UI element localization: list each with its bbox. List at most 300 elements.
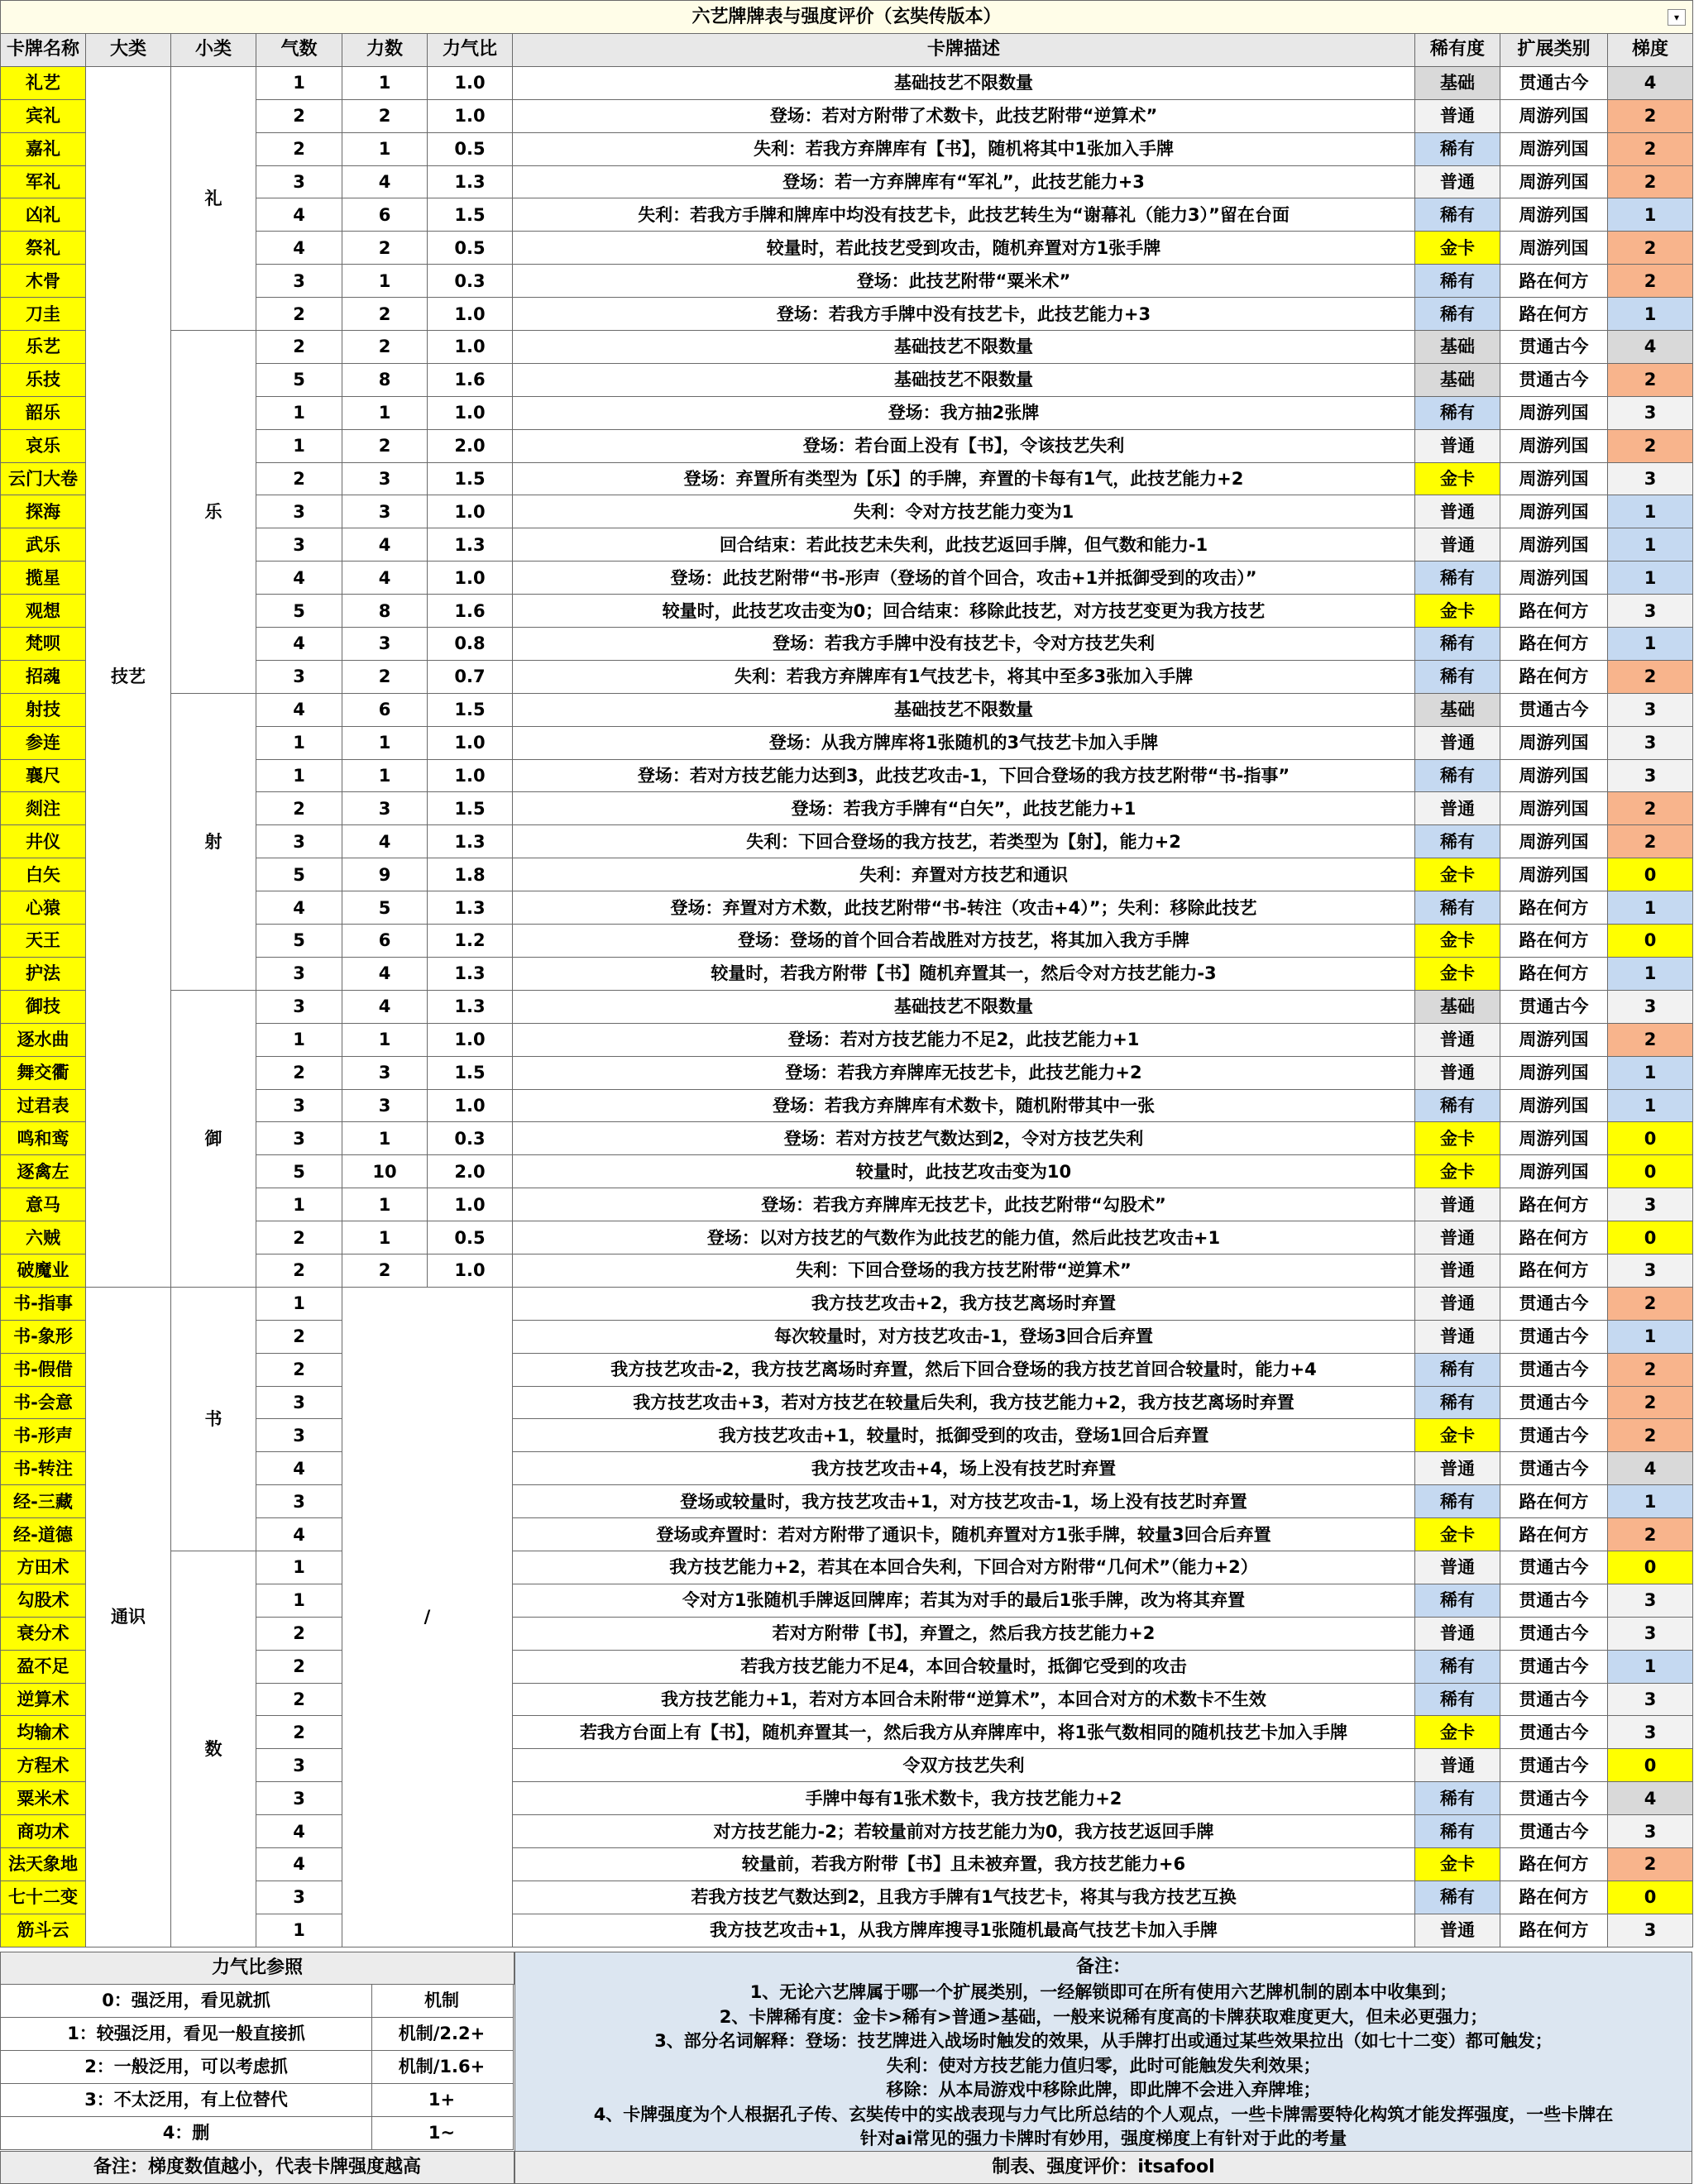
table-row: [1, 693, 1693, 726]
col-ratio: 力气比: [428, 34, 513, 67]
li-value: 1: [342, 1188, 428, 1221]
ratio-value: 1.0: [428, 396, 513, 429]
ratio-value: 1.0: [428, 1188, 513, 1221]
rarity: 普通: [1415, 1056, 1500, 1089]
qi-value: 4: [256, 1452, 342, 1485]
card-name: 书-转注: [1, 1452, 86, 1485]
ratio-value: 1.3: [428, 528, 513, 562]
expansion: 路在何方: [1500, 925, 1608, 958]
ratio-reference-title: 力气比参照: [0, 1952, 514, 1985]
rarity: 基础: [1415, 331, 1500, 364]
qi-value: 3: [256, 1749, 342, 1782]
card-description: 我方技艺攻击+2，我方技艺离场时弃置: [513, 1287, 1415, 1320]
rarity: 金卡: [1415, 232, 1500, 265]
maker-credit: 制表、强度评价：itsafool: [514, 2151, 1692, 2184]
expansion: 周游列国: [1500, 726, 1608, 759]
qi-value: 4: [256, 1518, 342, 1551]
tier: 2: [1608, 1386, 1693, 1419]
rarity: 稀有: [1415, 1089, 1500, 1122]
tier: 3: [1608, 759, 1693, 792]
card-name: 御技: [1, 990, 86, 1023]
rarity: 稀有: [1415, 1815, 1500, 1848]
qi-value: 3: [256, 1122, 342, 1155]
qi-value: 2: [256, 1353, 342, 1386]
card-description: 登场：若台面上没有【书】，令该技艺失利: [513, 429, 1415, 462]
qi-value: 3: [256, 165, 342, 198]
qi-value: 2: [256, 1650, 342, 1683]
card-description: 失利：令对方技艺能力变为1: [513, 495, 1415, 528]
tier: 3: [1608, 462, 1693, 495]
card-description: 登场：若一方弃牌库有“军礼”，此技艺能力+3: [513, 165, 1415, 198]
expansion: 周游列国: [1500, 1023, 1608, 1056]
not-applicable: /: [342, 1287, 513, 1947]
qi-value: 3: [256, 495, 342, 528]
card-name: 盈不足: [1, 1650, 86, 1683]
rarity: 稀有: [1415, 1386, 1500, 1419]
ratio-value: 0.8: [428, 628, 513, 661]
card-name: 韶乐: [1, 396, 86, 429]
qi-value: 3: [256, 660, 342, 693]
tier: 1: [1608, 628, 1693, 661]
ratio-value: 2.0: [428, 1155, 513, 1188]
expansion: 路在何方: [1500, 595, 1608, 628]
card-name: 舞交衢: [1, 1056, 86, 1089]
tier: 2: [1608, 232, 1693, 265]
rarity: 稀有: [1415, 891, 1500, 925]
rarity: 基础: [1415, 66, 1500, 99]
card-name: 护法: [1, 957, 86, 990]
card-description: 登场：若我方弃牌库有术数卡，随机附带其中一张: [513, 1089, 1415, 1122]
qi-value: 3: [256, 1089, 342, 1122]
ratio-threshold: 机制: [371, 1985, 514, 2018]
li-value: 10: [342, 1155, 428, 1188]
col-description: 卡牌描述: [513, 34, 1415, 67]
rarity: 普通: [1415, 1749, 1500, 1782]
tier: 2: [1608, 1353, 1693, 1386]
card-description: 手牌中每有1张术数卡，我方技艺能力+2: [513, 1782, 1415, 1815]
ratio-value: 1.8: [428, 858, 513, 891]
card-description: 基础技艺不限数量: [513, 363, 1415, 396]
tier: 2: [1608, 429, 1693, 462]
note-line: 2、卡牌稀有度：金卡>稀有>普通>基础，一般来说稀有度高的卡牌获取难度更大，但未必更强力；: [719, 2006, 1488, 2027]
card-name: 衰分术: [1, 1617, 86, 1650]
qi-value: 3: [256, 990, 342, 1023]
card-description: 若对方附带【书】，弃置之，然后我方技艺能力+2: [513, 1617, 1415, 1650]
expansion: 周游列国: [1500, 528, 1608, 562]
card-description: 令双方技艺失利: [513, 1749, 1415, 1782]
rarity: 普通: [1415, 1452, 1500, 1485]
ratio-value: 1.0: [428, 1254, 513, 1287]
card-description: 基础技艺不限数量: [513, 331, 1415, 364]
card-description: 若我方台面上有【书】，随机弃置其一，然后我方从弃牌库中，将1张气数相同的随机技艺卡加入手牌: [513, 1716, 1415, 1749]
li-value: 3: [342, 628, 428, 661]
expansion: 贯通古今: [1500, 1749, 1608, 1782]
rarity: 金卡: [1415, 925, 1500, 958]
card-description: 失利：弃置对方技艺和通识: [513, 858, 1415, 891]
rarity: 稀有: [1415, 298, 1500, 331]
qi-value: 3: [256, 1881, 342, 1914]
qi-value: 2: [256, 1221, 342, 1254]
rarity: 金卡: [1415, 462, 1500, 495]
card-description: 较量时，此技艺攻击变为0；回合结束：移除此技艺，对方技艺变更为我方技艺: [513, 595, 1415, 628]
card-name: 襄尺: [1, 759, 86, 792]
rarity: 稀有: [1415, 198, 1500, 232]
tier: 3: [1608, 990, 1693, 1023]
qi-value: 3: [256, 1782, 342, 1815]
tier: 2: [1608, 265, 1693, 298]
qi-value: 5: [256, 1155, 342, 1188]
ratio-reference-row: [0, 1985, 514, 2018]
card-description: 失利：若我方手牌和牌库中均没有技艺卡，此技艺转生为“谢幕礼（能力3）”留在台面: [513, 198, 1415, 232]
rarity: 普通: [1415, 1188, 1500, 1221]
rarity: 稀有: [1415, 396, 1500, 429]
card-name: 剡注: [1, 792, 86, 825]
minor-category: 御: [171, 990, 256, 1287]
li-value: 1: [342, 396, 428, 429]
qi-value: 2: [256, 792, 342, 825]
expansion: 路在何方: [1500, 1518, 1608, 1551]
ratio-value: 0.7: [428, 660, 513, 693]
qi-value: 1: [256, 726, 342, 759]
expansion: 贯通古今: [1500, 990, 1608, 1023]
tier: 4: [1608, 1782, 1693, 1815]
ratio-threshold: 1+: [371, 2084, 514, 2117]
expansion: 贯通古今: [1500, 1683, 1608, 1716]
tier: 0: [1608, 1155, 1693, 1188]
col-rarity: 稀有度: [1415, 34, 1500, 67]
li-value: 8: [342, 363, 428, 396]
li-value: 2: [342, 232, 428, 265]
expansion: 贯通古今: [1500, 1716, 1608, 1749]
table-row: [1, 990, 1693, 1023]
table-row: [1, 66, 1693, 99]
expansion: 贯通古今: [1500, 1584, 1608, 1617]
card-description: 我方技艺能力+2，若其在本回合失利，下回合对方附带“几何术”（能力+2）: [513, 1551, 1415, 1584]
tier: 3: [1608, 693, 1693, 726]
tier: 2: [1608, 1419, 1693, 1452]
card-description: 我方技艺攻击+3，若对方技艺在较量后失利，我方技艺能力+2，我方技艺离场时弃置: [513, 1386, 1415, 1419]
tier: 4: [1608, 331, 1693, 364]
card-description: 较量前，若我方附带【书】且未被弃置，我方技艺能力+6: [513, 1847, 1415, 1881]
expansion: 贯通古今: [1500, 363, 1608, 396]
expansion: 周游列国: [1500, 495, 1608, 528]
ratio-value: 1.0: [428, 1089, 513, 1122]
expansion: 周游列国: [1500, 858, 1608, 891]
card-name: 七十二变: [1, 1881, 86, 1914]
ratio-value: 1.0: [428, 562, 513, 595]
filter-dropdown-icon[interactable]: ▾: [1668, 9, 1686, 26]
li-value: 3: [342, 1089, 428, 1122]
rarity: 金卡: [1415, 1847, 1500, 1881]
rarity: 稀有: [1415, 1683, 1500, 1716]
ratio-tier-desc: 2：一般泛用，可以考虑抓: [0, 2051, 372, 2084]
rarity: 稀有: [1415, 660, 1500, 693]
tier: 0: [1608, 1221, 1693, 1254]
tier: 1: [1608, 1320, 1693, 1353]
expansion: 贯通古今: [1500, 1815, 1608, 1848]
rarity: 金卡: [1415, 1716, 1500, 1749]
expansion: 路在何方: [1500, 1847, 1608, 1881]
rarity: 稀有: [1415, 1881, 1500, 1914]
expansion: 路在何方: [1500, 628, 1608, 661]
expansion: 贯通古今: [1500, 1320, 1608, 1353]
qi-value: 4: [256, 628, 342, 661]
qi-value: 2: [256, 462, 342, 495]
card-name: 心猿: [1, 891, 86, 925]
tier: 2: [1608, 132, 1693, 165]
tier: 1: [1608, 1089, 1693, 1122]
expansion: 周游列国: [1500, 1155, 1608, 1188]
card-description: 登场：若我方弃牌库无技艺卡，此技艺附带“勾股术”: [513, 1188, 1415, 1221]
rarity: 稀有: [1415, 265, 1500, 298]
minor-category: 射: [171, 693, 256, 990]
card-name: 探海: [1, 495, 86, 528]
ratio-reference-row: [0, 2051, 514, 2084]
ratio-value: 0.5: [428, 1221, 513, 1254]
tier: 0: [1608, 1881, 1693, 1914]
card-name: 祭礼: [1, 232, 86, 265]
qi-value: 2: [256, 1320, 342, 1353]
ratio-value: 1.0: [428, 298, 513, 331]
tier: 2: [1608, 1287, 1693, 1320]
li-value: 3: [342, 462, 428, 495]
card-name: 均输术: [1, 1716, 86, 1749]
col-tier: 梯度: [1608, 34, 1693, 67]
card-name: 宾礼: [1, 99, 86, 132]
rarity: 稀有: [1415, 759, 1500, 792]
card-description: 基础技艺不限数量: [513, 66, 1415, 99]
tier: 4: [1608, 66, 1693, 99]
card-description: 登场：弃置所有类型为【乐】的手牌，弃置的卡每有1气，此技艺能力+2: [513, 462, 1415, 495]
tier: 4: [1608, 1452, 1693, 1485]
card-name: 方程术: [1, 1749, 86, 1782]
qi-value: 2: [256, 1617, 342, 1650]
card-name: 乐技: [1, 363, 86, 396]
rarity: 稀有: [1415, 1650, 1500, 1683]
tier: 1: [1608, 298, 1693, 331]
ratio-value: 1.0: [428, 495, 513, 528]
li-value: 4: [342, 528, 428, 562]
rarity: 稀有: [1415, 1485, 1500, 1518]
li-value: 2: [342, 1254, 428, 1287]
tier: 3: [1608, 1815, 1693, 1848]
minor-category: 乐: [171, 331, 256, 694]
ratio-value: 1.0: [428, 66, 513, 99]
expansion: 贯通古今: [1500, 1353, 1608, 1386]
card-description: 我方技艺攻击-2，我方技艺离场时弃置，然后下回合登场的我方技艺首回合较量时，能力+4: [513, 1353, 1415, 1386]
ratio-value: 1.5: [428, 462, 513, 495]
qi-value: 2: [256, 1716, 342, 1749]
expansion: 路在何方: [1500, 957, 1608, 990]
card-name: 井仪: [1, 825, 86, 858]
ratio-value: 1.0: [428, 726, 513, 759]
tier: 2: [1608, 363, 1693, 396]
rarity: 普通: [1415, 1254, 1500, 1287]
li-value: 1: [342, 1023, 428, 1056]
rarity: 普通: [1415, 1320, 1500, 1353]
tier: 0: [1608, 1551, 1693, 1584]
card-description: 较量时，若此技艺受到攻击，随机弃置对方1张手牌: [513, 232, 1415, 265]
expansion: 路在何方: [1500, 265, 1608, 298]
ratio-value: 0.3: [428, 1122, 513, 1155]
qi-value: 3: [256, 1419, 342, 1452]
expansion: 路在何方: [1500, 1254, 1608, 1287]
card-name: 天王: [1, 925, 86, 958]
card-name: 礼艺: [1, 66, 86, 99]
tier: 2: [1608, 792, 1693, 825]
card-name: 六贼: [1, 1221, 86, 1254]
li-value: 4: [342, 825, 428, 858]
li-value: 1: [342, 265, 428, 298]
li-value: 2: [342, 298, 428, 331]
card-description: 登场：若我方手牌中没有技艺卡，令对方技艺失利: [513, 628, 1415, 661]
card-name: 书-假借: [1, 1353, 86, 1386]
card-description: 登场：若我方手牌有“白矢”，此技艺能力+1: [513, 792, 1415, 825]
card-description: 登场或较量时，我方技艺攻击+1，对方技艺攻击-1，场上没有技艺时弃置: [513, 1485, 1415, 1518]
ratio-tier-desc: 1：较强泛用，看见一般直接抓: [0, 2018, 372, 2051]
card-name: 观想: [1, 595, 86, 628]
tier: 1: [1608, 198, 1693, 232]
sheet-title-text: 六艺牌牌表与强度评价（玄奘传版本）: [691, 6, 1002, 27]
qi-value: 1: [256, 396, 342, 429]
qi-value: 1: [256, 1584, 342, 1617]
ratio-value: 0.5: [428, 232, 513, 265]
expansion: 路在何方: [1500, 1881, 1608, 1914]
card-description: 对方技艺能力-2；若较量前对方技艺能力为0，我方技艺返回手牌: [513, 1815, 1415, 1848]
card-description: 若我方技艺能力不足4，本回合较量时，抵御它受到的攻击: [513, 1650, 1415, 1683]
card-description: 登场：若对方附带了术数卡，此技艺附带“逆算术”: [513, 99, 1415, 132]
qi-value: 4: [256, 232, 342, 265]
tier: 3: [1608, 1584, 1693, 1617]
card-description: 失利：若我方弃牌库有【书】，随机将其中1张加入手牌: [513, 132, 1415, 165]
qi-value: 2: [256, 1056, 342, 1089]
card-name: 刀圭: [1, 298, 86, 331]
col-qi: 气数: [256, 34, 342, 67]
ratio-tier-desc: 3：不太泛用，有上位替代: [0, 2084, 372, 2117]
li-value: 4: [342, 562, 428, 595]
tier: 1: [1608, 1650, 1693, 1683]
card-description: 失利：下回合登场的我方技艺，若类型为【射】，能力+2: [513, 825, 1415, 858]
card-description: 登场：我方抽2张牌: [513, 396, 1415, 429]
tier: 1: [1608, 495, 1693, 528]
notes-box: [514, 1952, 1692, 2152]
card-description: 每次较量时，对方技艺攻击-1，登场3回合后弃置: [513, 1320, 1415, 1353]
qi-value: 2: [256, 331, 342, 364]
qi-value: 4: [256, 693, 342, 726]
card-description: 我方技艺攻击+1，较量时，抵御受到的攻击，登场1回合后弃置: [513, 1419, 1415, 1452]
li-value: 6: [342, 198, 428, 232]
li-value: 5: [342, 891, 428, 925]
li-value: 3: [342, 495, 428, 528]
note-line: 移除：从本局游戏中移除此牌，即此牌不会进入弃牌堆；: [886, 2080, 1321, 2100]
note-line: 失利：使对方技艺能力值归零，此时可能触发失利效果；: [886, 2055, 1321, 2076]
card-name: 白矢: [1, 858, 86, 891]
expansion: 周游列国: [1500, 759, 1608, 792]
card-description: 我方技艺攻击+4，场上没有技艺时弃置: [513, 1452, 1415, 1485]
card-description: 失利：下回合登场的我方技艺附带“逆算术”: [513, 1254, 1415, 1287]
col-expansion: 扩展类别: [1500, 34, 1608, 67]
rarity: 金卡: [1415, 595, 1500, 628]
minor-category: 数: [171, 1551, 256, 1947]
footer: [0, 1952, 1692, 2184]
tier: 1: [1608, 562, 1693, 595]
card-name: 武乐: [1, 528, 86, 562]
note-line: 针对ai常见的强力卡牌时有妙用，强度梯度上有针对于此的考量: [859, 2129, 1347, 2148]
card-name: 筋斗云: [1, 1914, 86, 1947]
card-name: 逆算术: [1, 1683, 86, 1716]
li-value: 6: [342, 925, 428, 958]
li-value: 2: [342, 99, 428, 132]
ratio-value: 0.3: [428, 265, 513, 298]
card-description: 登场：此技艺附带“书-形声（登场的首个回合，攻击+1并抵御受到的攻击）”: [513, 562, 1415, 595]
expansion: 周游列国: [1500, 396, 1608, 429]
tier: 2: [1608, 99, 1693, 132]
expansion: 周游列国: [1500, 1089, 1608, 1122]
expansion: 周游列国: [1500, 462, 1608, 495]
major-category: 通识: [86, 1287, 171, 1947]
expansion: 周游列国: [1500, 429, 1608, 462]
qi-value: 5: [256, 858, 342, 891]
expansion: 周游列国: [1500, 198, 1608, 232]
expansion: 贯通古今: [1500, 66, 1608, 99]
rarity: 稀有: [1415, 1353, 1500, 1386]
li-value: 6: [342, 693, 428, 726]
tier: 2: [1608, 1518, 1693, 1551]
qi-value: 3: [256, 825, 342, 858]
expansion: 贯通古今: [1500, 1287, 1608, 1320]
tier: 3: [1608, 1254, 1693, 1287]
expansion: 贯通古今: [1500, 331, 1608, 364]
rarity: 基础: [1415, 363, 1500, 396]
li-value: 1: [342, 759, 428, 792]
card-name: 商功术: [1, 1815, 86, 1848]
ratio-value: 1.2: [428, 925, 513, 958]
card-name: 经-三藏: [1, 1485, 86, 1518]
expansion: 贯通古今: [1500, 693, 1608, 726]
ratio-value: 1.0: [428, 759, 513, 792]
col-li: 力数: [342, 34, 428, 67]
qi-value: 1: [256, 1023, 342, 1056]
li-value: 1: [342, 66, 428, 99]
card-name: 粟米术: [1, 1782, 86, 1815]
card-description: 登场：此技艺附带“粟米术”: [513, 265, 1415, 298]
rarity: 基础: [1415, 693, 1500, 726]
major-category: 技艺: [86, 66, 171, 1287]
minor-category: 书: [171, 1287, 256, 1551]
card-description: 登场：以对方技艺的气数作为此技艺的能力值，然后此技艺攻击+1: [513, 1221, 1415, 1254]
card-description: 基础技艺不限数量: [513, 990, 1415, 1023]
card-name: 书-指事: [1, 1287, 86, 1320]
rarity: 普通: [1415, 495, 1500, 528]
qi-value: 1: [256, 66, 342, 99]
card-description: 回合结束：若此技艺未失利，此技艺返回手牌，但气数和能力-1: [513, 528, 1415, 562]
rarity: 金卡: [1415, 1518, 1500, 1551]
card-name: 经-道德: [1, 1518, 86, 1551]
rarity: 稀有: [1415, 1584, 1500, 1617]
expansion: 路在何方: [1500, 1914, 1608, 1947]
tier: 1: [1608, 1056, 1693, 1089]
ratio-value: 1.5: [428, 1056, 513, 1089]
qi-value: 4: [256, 1815, 342, 1848]
rarity: 普通: [1415, 429, 1500, 462]
col-card-name: 卡牌名称: [1, 34, 86, 67]
card-name: 过君表: [1, 1089, 86, 1122]
tier: 3: [1608, 1716, 1693, 1749]
ratio-reference-row: [0, 2117, 514, 2150]
table-row: [1, 1287, 1693, 1320]
card-description: 较量时，若我方附带【书】随机弃置其一，然后令对方技艺能力-3: [513, 957, 1415, 990]
expansion: 周游列国: [1500, 132, 1608, 165]
